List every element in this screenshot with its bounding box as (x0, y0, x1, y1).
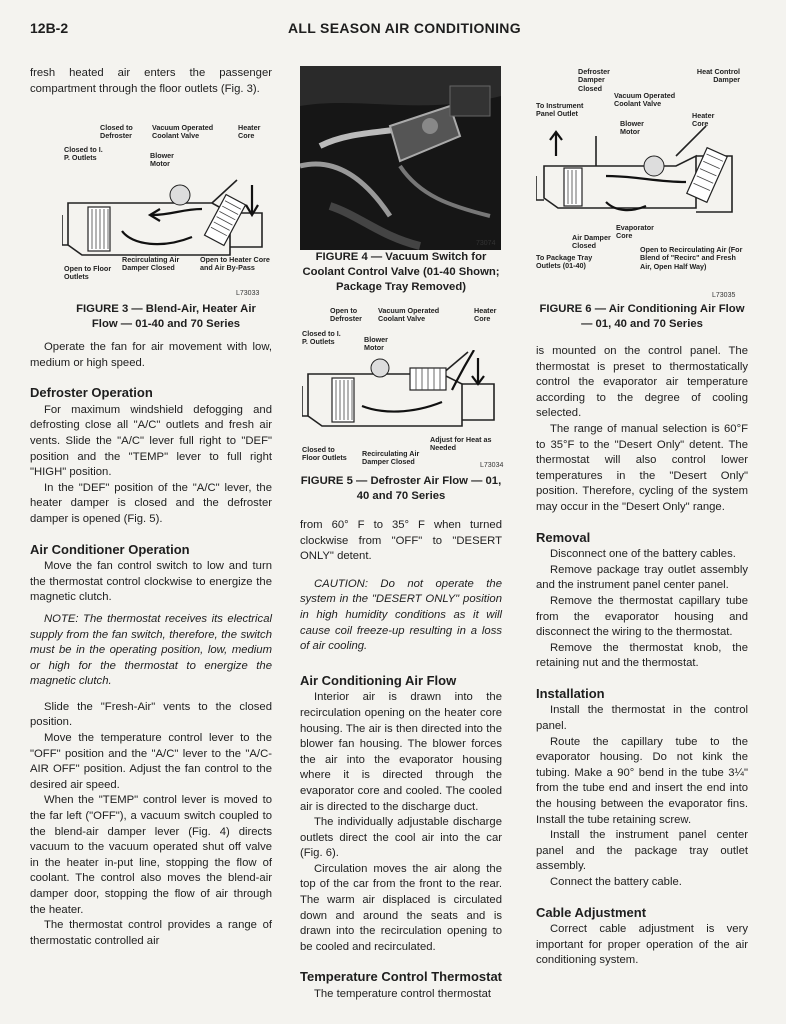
figure-3-label: Open to Floor Outlets (64, 264, 112, 282)
figure-3-label: Closed to I. P. Outlets (64, 145, 103, 163)
section-heading: Defroster Operation (30, 385, 153, 401)
section-heading: Temperature Control Thermostat (300, 969, 503, 985)
paragraph: Install the thermostat in the control panel. (536, 704, 748, 733)
figure-6-label: To Instrument Panel Outlet (536, 101, 584, 119)
paragraph: When the "TEMP" control lever is moved to the far left ("OFF"), a vacuum switch coupled to the blend-air damper lever (Fig. 4) directs vacuum to the vacuum operated shut off valve in the heater in-put line, stopping the flow of coolant. The control also moves the blend-air damper door, stopping the flow of air through the heater. (30, 794, 272, 916)
section-heading: Cable Adjustment (536, 904, 647, 920)
figure-3-label: Closed to Defroster (100, 123, 133, 141)
figure-5-label: Open to Defroster (330, 306, 362, 324)
photo-content (300, 66, 501, 250)
paragraph: In the "DEF" position of the "A/C" lever, the heater damper is closed and the defroster damper is opened (Fig. 5). (30, 481, 272, 525)
paragraph: Remove package tray outlet assembly and the instrument panel center panel. (536, 563, 748, 592)
figure-3-label: Vacuum Operated Coolant Valve (152, 123, 214, 141)
figure-3-caption: FIGURE 3 — Blend-Air, Heater Air Flow — 01-40 and 70 Series (76, 303, 256, 330)
paragraph: Remove the thermostat capillary tube from the evaporator housing and disconnect the wiring to the thermostat. (536, 594, 748, 639)
figure-6-label: Open to Recirculating Air (For Blend of "Recirc" and Fresh Air, Open Half Way) (640, 245, 743, 271)
section-heading: Removal (536, 529, 591, 545)
paragraph: fresh heated air enters the passenger compartment through the floor outlets (Fig. 3). (30, 67, 272, 95)
figure-5-label: Closed to I. P. Outlets (302, 329, 341, 347)
paragraph: Circulation moves the air along the top of the car from the front to the rear. The warm air displaced is circulated down and around the seats and is drawn into the recirculation opening to be cooled and recirculated. (300, 862, 502, 953)
figure-3-label: Heater Core (238, 123, 261, 141)
paragraph: Slide the "Fresh-Air" vents to the closed position. (30, 700, 272, 729)
paragraph: is mounted on the control panel. The thermostat is preset to thermostatically control the evaporator air temperature according to the degree of cooling selected. (536, 345, 748, 420)
paragraph: Move the fan control switch to low and turn the thermostat control clockwise to energize the magnetic clutch. (30, 560, 272, 604)
figure-6-label: Evaporator Core (616, 223, 654, 241)
figure-4-caption: FIGURE 4 — Vacuum Switch for Coolant Control Valve (01-40 Shown; Package Tray Removed) (302, 251, 500, 293)
paragraph: Connect the battery cable. (550, 876, 682, 888)
paragraph: Route the capillary tube to the evaporator housing. Do not kink the tubing. Make a 90° bend in the tube 3¼" from the tube end and insert the end into the housing between the evaporator fins. Install the tube retaining screw. (536, 735, 748, 826)
figure-6-label: Heat Control Damper (696, 67, 740, 85)
paragraph: The thermostat control provides a range of thermostatic controlled air (30, 919, 272, 947)
paragraph: The temperature control thermostat (314, 988, 492, 1001)
figure-6-label: Heater Core (692, 111, 715, 129)
paragraph: Move the temperature control lever to the "OFF" position and the "A/C" lever to the "A/C-AIR OFF" position. Adjust the fan control to the desired air speed. (30, 732, 272, 791)
figure-5-caption: FIGURE 5 — Defroster Air Flow — 01, 40 and 70 Series (300, 475, 502, 502)
note: NOTE: The thermostat receives its electrical supply from the fan switch, therefore, the switch must be in the operating position, low, medium or high for the thermostat to energize the magnetic clutch. (30, 612, 272, 688)
section-heading: Installation (536, 685, 605, 701)
column-2-body (300, 518, 502, 1003)
figure-3-diagram (62, 175, 274, 267)
figure-3-code: L73033 (236, 290, 260, 297)
figure-5-label: Recirculating Air Damper Closed (362, 449, 420, 467)
figure-5-label: Adjust for Heat as Needed (430, 435, 492, 453)
figure-5-label: Heater Core (474, 306, 497, 324)
section-heading: Air Conditioner Operation (30, 541, 190, 557)
figure-6-label: To Package Tray Outlets (01-40) (536, 253, 593, 271)
paragraph: Remove the thermostat knob, the retaining nut and the thermostat. (536, 641, 748, 670)
column-3-body (536, 344, 748, 969)
caution: CAUTION: Do not operate the system in the "DESERT ONLY" position in high humidity conditions as it will cause coil freeze-up resulting in a loss of air cooling. (300, 577, 502, 653)
figure-6-diagram (536, 126, 742, 222)
figure-5-label: Closed to Floor Outlets (302, 445, 347, 463)
paragraph: Disconnect one of the battery cables. (550, 548, 736, 561)
figure-6-label: Air Damper Closed (572, 233, 611, 251)
figure-3-label: Blower Motor (150, 151, 174, 169)
figure-5-code: L73034 (480, 462, 504, 469)
paragraph: Install the instrument panel center panel and the package tray outlet assembly. (536, 829, 748, 873)
column-1 (30, 66, 272, 97)
figure-6-caption: FIGURE 6 — Air Conditioning Air Flow — 01, 40 and 70 Series (539, 303, 745, 330)
figure-6-code: L73035 (712, 292, 736, 299)
figure-5-label: Blower Motor (364, 335, 388, 353)
paragraph: Correct cable adjustment is very important for proper operation of the air conditioning system. (536, 923, 748, 967)
column-1-body (30, 340, 272, 949)
figure-5-diagram (302, 350, 502, 442)
paragraph: For maximum windshield defogging and defrosting close all "A/C" outlets and fresh air vents. Slide the "A/C" lever full right to "DEF" position and the "TEMP" lever to full right "HIGH" position. (30, 403, 272, 479)
figure-5-label: Vacuum Operated Coolant Valve (378, 306, 440, 324)
figure-3-label: Open to Heater Core and Air By-Pass (200, 255, 270, 273)
paragraph: from 60° F to 35° F when turned clockwise from "OFF" to "DESERT ONLY" detent. (300, 519, 502, 563)
section-heading: Air Conditioning Air Flow (300, 672, 457, 688)
paragraph: The individually adjustable discharge outlets direct the cool air into the car (Fig. 6). (300, 816, 502, 860)
paragraph: Interior air is drawn into the recirculation opening on the heater core housing. The air is then directed into the blower fan housing. The blower forces the air into the evaporator housing where it is directed through the evaporator core and cooled. The cooled air is directed to the discharge duct. (300, 691, 502, 813)
figure-6-label: Blower Motor (620, 119, 644, 137)
paragraph: Operate the fan for air movement with low, medium or high speed. (30, 341, 272, 369)
figure-3-label: Recirculating Air Damper Closed (122, 255, 180, 273)
paragraph: The range of manual selection is 60°F to 35°F to the "Desert Only" detent. The thermostat will also control lower temperatures in the "Desert Only" position. Therefore, cycling of the system may occur in the "Desert Only" range. (536, 422, 748, 513)
page-number: 12B-2 (30, 20, 69, 36)
figure-4-photo (300, 66, 501, 250)
figure-6-label: Defroster Damper Closed (578, 67, 610, 93)
page-title: ALL SEASON AIR CONDITIONING (288, 20, 521, 36)
figure-6-label: Vacuum Operated Coolant Valve (614, 91, 676, 109)
figure-4-code: 73074 (476, 240, 496, 247)
